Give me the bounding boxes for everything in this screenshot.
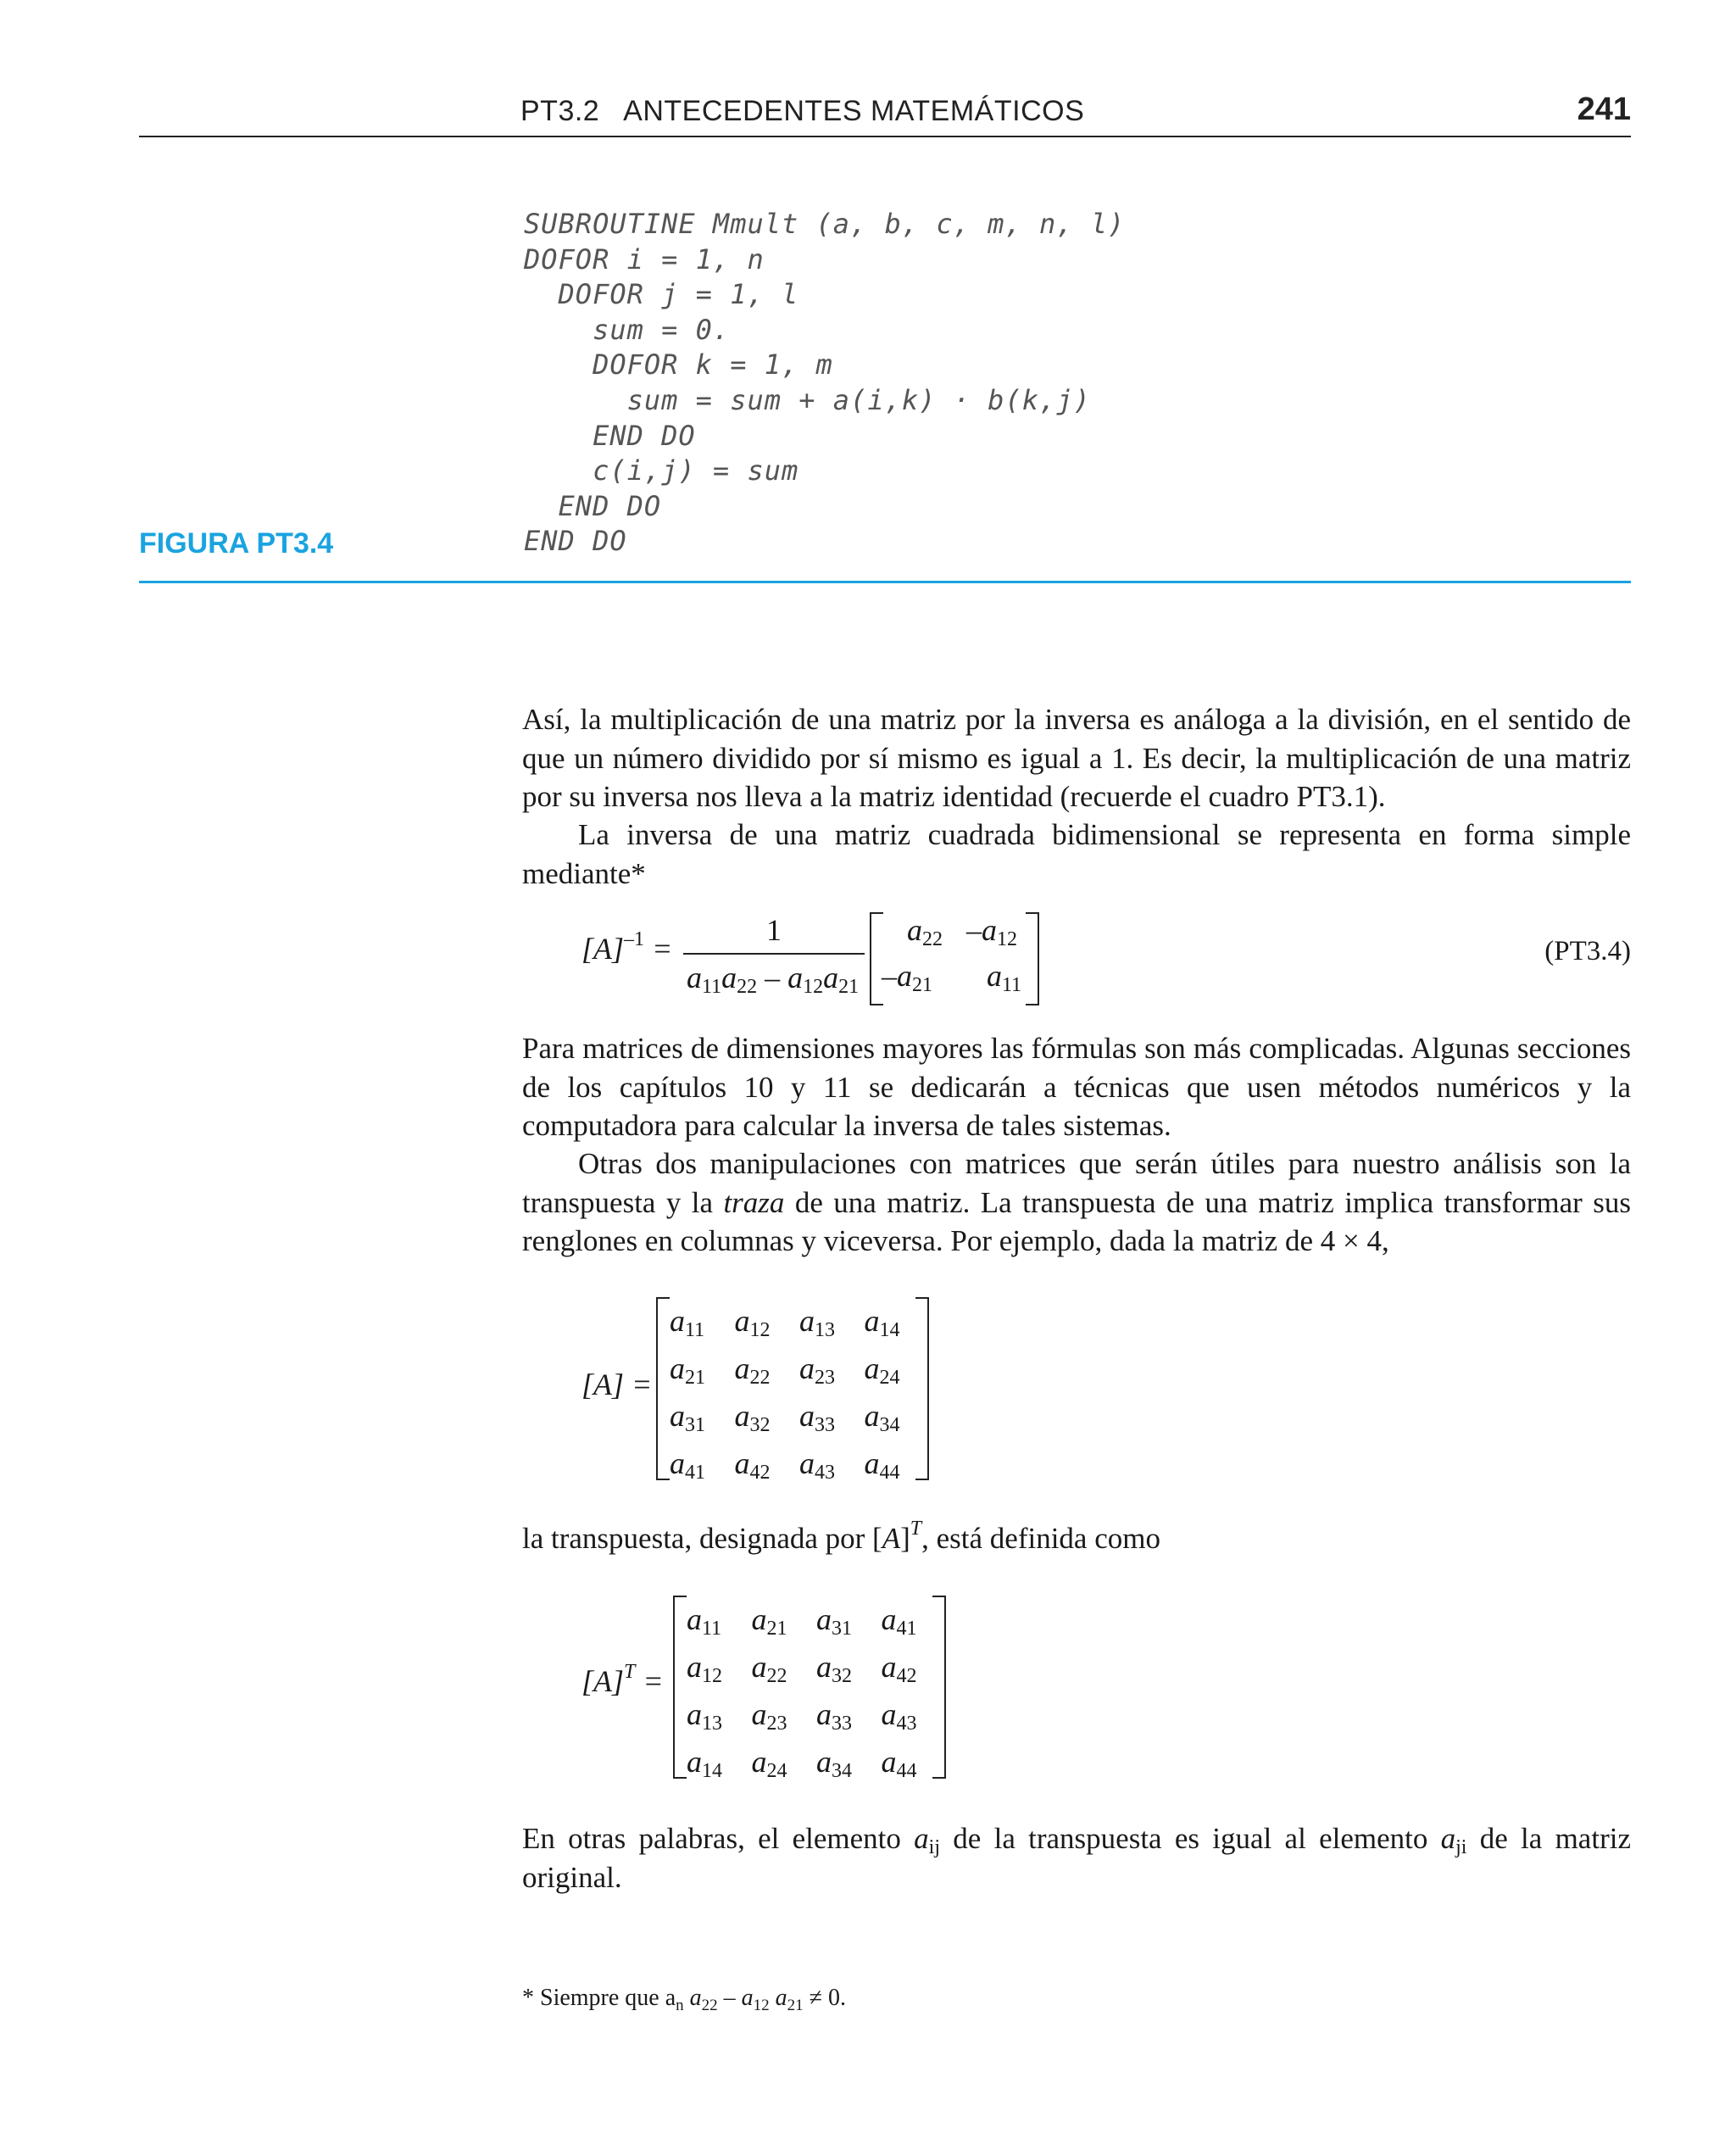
- running-head: PT3.2 ANTECEDENTES MATEMÁTICOS: [520, 95, 1085, 127]
- matrix-at-element: $a_{34}$: [816, 1745, 852, 1782]
- matrix-at-element: $a_{43}$: [881, 1697, 917, 1735]
- paragraph-2: La inversa de una matriz cuadrada bidimensional se representa en forma simple mediante*: [522, 818, 1631, 890]
- transpose-symbol: A: [882, 1522, 901, 1555]
- code-line: END DO: [524, 525, 627, 558]
- figure-label: FIGURA PT3.4: [139, 527, 334, 560]
- paragraph-5-text-b: , está definida como: [921, 1522, 1160, 1555]
- fraction-numerator: 1: [766, 913, 782, 947]
- matrix-a-row: [670, 1392, 929, 1440]
- code-line: DOFOR k = 1, m: [524, 348, 833, 382]
- element-aji: $a_{ji}$: [1440, 1822, 1467, 1858]
- inverse-equation: [581, 912, 1090, 1005]
- matrix-a-element: $a_{23}$: [799, 1351, 835, 1389]
- matrix-at-row: [687, 1643, 946, 1690]
- matrix-a-row: [670, 1345, 929, 1392]
- paragraph-5: la transpuesta, designada por $[A]^T$, está definida como: [522, 1518, 1160, 1555]
- code-line: DOFOR i = 1, n: [524, 242, 765, 276]
- footnote-tail: ≠ 0.: [803, 1985, 847, 2011]
- matrix-at-label: $[A]^T$ =: [581, 1661, 664, 1698]
- code-line: sum = 0.: [524, 313, 731, 346]
- matrix-a-row: [670, 1297, 929, 1345]
- fraction-bar: [683, 953, 865, 955]
- matrix-at-row: [687, 1738, 946, 1785]
- footnote-text: * Siempre que a: [522, 1985, 676, 2011]
- code-line: END DO: [524, 489, 662, 522]
- paragraph-3: Para matrices de dimensiones mayores las fórmulas son más complicadas. Algunas secciones de los capítulos 10 y 11 se dedicarán a técnicas que usen métodos numéricos y la computadora para calcular la inversa de tales sistemas.: [522, 1032, 1631, 1142]
- matrix-at-element: $a_{24}$: [751, 1745, 787, 1782]
- matrix-a-element: $a_{44}$: [864, 1446, 900, 1484]
- page-number: 241: [1577, 92, 1631, 127]
- paragraph-6-text-c: de la matriz original.: [522, 1822, 1631, 1894]
- paragraph-5-text-a: la transpuesta, designada por [: [522, 1522, 882, 1555]
- matrix-a-element: $a_{24}$: [864, 1351, 900, 1389]
- fraction-denominator: $a_{11}a_{22} - a_{12}a_{21}$: [687, 961, 860, 998]
- matrix-at-element: $a_{33}$: [816, 1697, 852, 1735]
- paragraph-4-italic: traza: [723, 1185, 785, 1219]
- matrix-a-element: $a_{41}$: [670, 1446, 705, 1484]
- header-rule: [139, 136, 1631, 137]
- equation-number: (PT3.4): [1544, 936, 1631, 966]
- matrix-a: [656, 1297, 929, 1484]
- paragraph-4-text-a: Otras dos manipulaciones con matrices que serán útiles para nuestro análisis son la transpuesta y la: [522, 1147, 1631, 1219]
- matrix-at-element: $a_{32}$: [816, 1650, 852, 1687]
- matrix-a-element: $a_{32}$: [734, 1399, 771, 1436]
- matrix-a-element: $a_{12}$: [734, 1304, 771, 1341]
- matrix-at-element: $a_{13}$: [687, 1697, 722, 1735]
- matrix-a-element: $a_{33}$: [799, 1399, 835, 1436]
- code-line: DOFOR j = 1, l: [524, 278, 799, 311]
- matrix-at-element: $a_{31}$: [816, 1602, 852, 1640]
- matrix-at-element: $a_{23}$: [751, 1697, 787, 1735]
- paragraph-4-text-b: de una matriz. La transpuesta de una matriz implica transformar sus renglones en columnas y viceversa. Por ejemplo, dada la matriz de 4 × 4,: [522, 1185, 1631, 1257]
- code-line: SUBROUTINE Mmult (a, b, c, m, n, l): [524, 208, 1126, 240]
- matrix-at-row: [687, 1596, 946, 1643]
- matrix-at-element: $a_{21}$: [751, 1602, 787, 1640]
- figure-code: [524, 207, 1125, 560]
- matrix-a-label: [A] =: [581, 1367, 653, 1401]
- matrix-a-element: $a_{21}$: [670, 1351, 705, 1389]
- paragraph-6-text-a: En otras palabras, el elemento: [522, 1822, 915, 1855]
- inverse-lhs: $[A]^{-1}$ =: [581, 928, 673, 966]
- matrix-a-element: $a_{43}$: [799, 1446, 835, 1484]
- paragraph-1: Así, la multiplicación de una matriz por la inversa es análoga a la división, en el sentido de que un número dividido por sí mismo es igual a 1. Es decir, la multiplicación de una matriz por su inversa nos lleva a la matriz identidad (recuerde el cuadro PT3.1).: [522, 703, 1631, 813]
- inverse-matrix: $a_{22}$ $-a_{12}$ $-a_{21}$ $a_{11}$: [870, 912, 1039, 1005]
- paragraph-6-text-b: de la transpuesta es igual al elemento: [940, 1822, 1441, 1855]
- matrix-a-element: $a_{13}$: [799, 1304, 835, 1341]
- code-line: END DO: [524, 419, 696, 452]
- matrix-at-element: $a_{11}$: [687, 1602, 722, 1640]
- code-line: c(i,j) = sum: [524, 454, 799, 487]
- matrix-a-element: $a_{31}$: [670, 1399, 705, 1436]
- matrix-at-element: $a_{22}$: [751, 1650, 787, 1687]
- matrix-at-element: $a_{12}$: [687, 1650, 722, 1687]
- paragraph-4: [522, 1145, 1631, 1261]
- matrix-at: [673, 1596, 946, 1782]
- footnote: * Siempre que $a_n$ $a_{22} - a_{12}$ $a_{21} \ne 0$.: [522, 1985, 847, 2014]
- matrix-at-element: $a_{44}$: [881, 1745, 917, 1782]
- paragraph-6: [522, 1819, 1631, 1897]
- code-line: sum = sum + a(i,k) · b(k,j): [524, 383, 1091, 416]
- matrix-a-element: $a_{42}$: [734, 1446, 771, 1484]
- matrix-at-element: $a_{41}$: [881, 1602, 917, 1640]
- figure-rule: [139, 581, 1631, 583]
- matrix-a-row: [670, 1440, 929, 1487]
- matrix-a-element: $a_{34}$: [864, 1399, 900, 1436]
- matrix-a-element: $a_{14}$: [864, 1304, 900, 1341]
- matrix-at-row: [687, 1690, 946, 1738]
- element-aij: $a_{ij}$: [914, 1822, 941, 1858]
- matrix-at-element: $a_{14}$: [687, 1745, 722, 1782]
- matrix-a-element: $a_{11}$: [670, 1304, 705, 1341]
- matrix-a-element: $a_{22}$: [734, 1351, 771, 1389]
- matrix-at-element: $a_{42}$: [881, 1650, 917, 1687]
